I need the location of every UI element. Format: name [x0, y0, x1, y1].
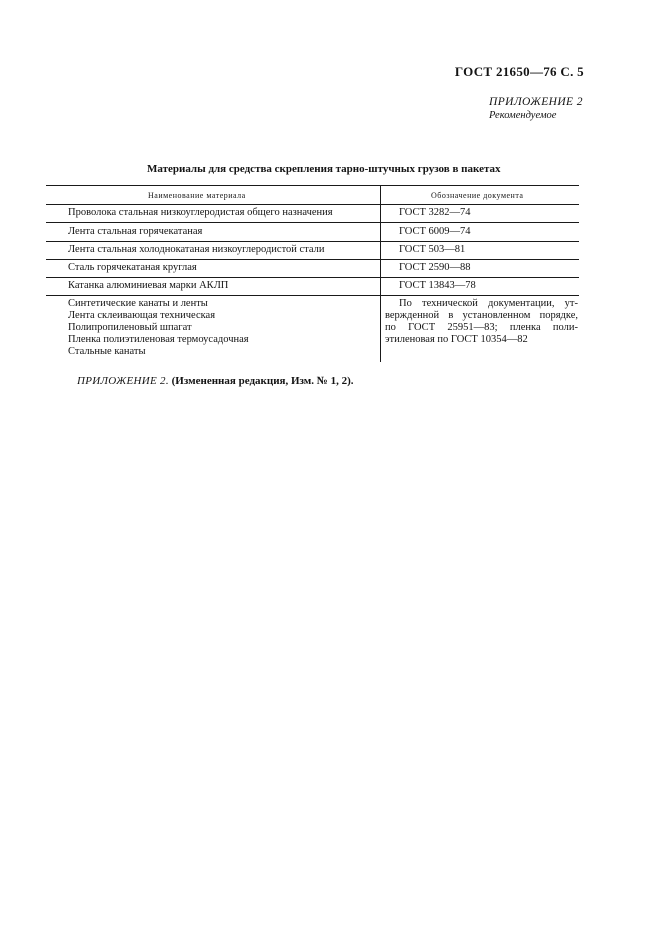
table-row-name: Сталь горячекатаная круглая — [68, 262, 197, 273]
group-names-list — [68, 298, 249, 358]
column-divider — [380, 185, 381, 362]
row-divider — [46, 295, 579, 296]
table-row-name: Лента стальная холоднокатаная низкоуглеродистой стали — [68, 244, 325, 255]
group-name-item: Лента склеивающая техническая — [68, 310, 216, 321]
table-row-name: Проволока стальная низкоуглеродистая общего назначения — [68, 207, 333, 218]
group-doc-line: По технической документации, ут- — [399, 298, 578, 309]
amendment-text: (Измененная редакция, Изм. № 1, 2). — [171, 375, 354, 387]
table-row-doc: ГОСТ 6009—74 — [399, 226, 471, 237]
appendix-label — [489, 96, 583, 122]
group-name-item: Синтетические канаты и ленты — [68, 298, 208, 309]
column-header-doc: Обозначение документа — [431, 191, 524, 200]
table-top-rule — [46, 185, 579, 186]
group-name-item: Стальные канаты — [68, 346, 146, 357]
table-row-doc: ГОСТ 13843—78 — [399, 280, 476, 291]
table-row-doc: ГОСТ 3282—74 — [399, 207, 471, 218]
group-name-item: Полипропиленовый шпагат — [68, 322, 192, 333]
group-doc-line: вержденной в установленном порядке, — [385, 310, 578, 321]
amendment-note — [77, 375, 354, 387]
group-doc-line: по ГОСТ 25951—83; пленка поли- — [385, 322, 578, 333]
table-row-doc: ГОСТ 2590—88 — [399, 262, 471, 273]
row-divider — [46, 277, 579, 278]
amendment-ref: ПРИЛОЖЕНИЕ 2. — [77, 375, 169, 387]
page-header-doc-ref: ГОСТ 21650—76 С. 5 — [454, 64, 584, 79]
group-doc-line: этиленовая по ГОСТ 10354—82 — [385, 334, 528, 345]
materials-table — [46, 185, 579, 362]
row-divider — [46, 222, 579, 223]
row-divider — [46, 241, 579, 242]
table-row-name: Лента стальная горячекатаная — [68, 226, 203, 237]
appendix-title: ПРИЛОЖЕНИЕ 2 — [489, 96, 583, 108]
table-title: Материалы для средства скрепления тарно-штучных грузов в пакетах — [147, 163, 501, 175]
row-divider — [46, 259, 579, 260]
header-rule — [46, 204, 579, 205]
table-row-name: Катанка алюминиевая марки АКЛП — [68, 280, 229, 291]
column-header-name: Наименование материала — [148, 191, 246, 200]
group-name-item: Пленка полиэтиленовая термоусадочная — [68, 334, 249, 345]
table-row-doc: ГОСТ 503—81 — [399, 244, 466, 255]
appendix-subtitle: Рекомендуемое — [489, 110, 557, 121]
group-doc-text — [385, 298, 578, 346]
